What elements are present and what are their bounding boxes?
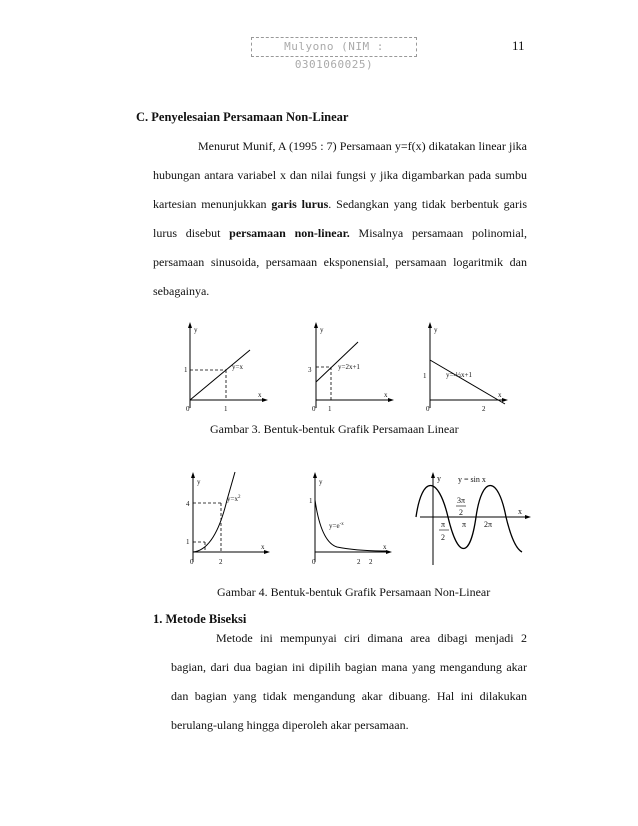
origin-label: 0 bbox=[312, 558, 316, 566]
curve-equation-label: $y=e^{-x}$ bbox=[329, 522, 344, 530]
y-axis-label: y bbox=[434, 326, 438, 334]
y-tick-high-label: 4 bbox=[186, 500, 190, 508]
origin-label: 0 bbox=[312, 405, 316, 413]
y-axis-label: y bbox=[197, 478, 201, 486]
graph-linear-y-eq-2x-plus-1 bbox=[296, 320, 396, 415]
bisection-paragraph-text: Metode ini mempunyai ciri dimana area dibagi menjadi 2 bagian, dari dua bagian ini dipilih bagian mana yang mengandung akar dan bagian yang tidak mengandung akar dibuang. Hal ini dilakukan berulang-ulang hingga diperoleh akar persamaan. bbox=[171, 631, 527, 732]
author-header-box: Mulyono (NIM : 0301060025) bbox=[251, 37, 417, 57]
x-axis-label: x bbox=[261, 543, 265, 551]
x-tick-label: 1 bbox=[224, 405, 228, 413]
y-axis-label: y bbox=[194, 326, 198, 334]
line-equation-label: y=-½x+1 bbox=[446, 371, 472, 379]
figure-4-caption: Gambar 4. Bentuk-bentuk Grafik Persamaan Non-Linear bbox=[217, 585, 491, 599]
page-number: 11 bbox=[512, 38, 525, 53]
origin-label: 0 bbox=[426, 405, 430, 413]
graph-linear-y-eq-x bbox=[170, 320, 270, 415]
x-tick-label-2: 2 bbox=[369, 558, 373, 566]
line-equation-label: y=x bbox=[232, 363, 243, 371]
x-axis-label: x bbox=[498, 391, 502, 399]
y-tick-label: 1 bbox=[309, 497, 313, 505]
x-tick-label-1: 2 bbox=[357, 558, 361, 566]
para-text-c: Misalnya persamaan polinomial, persamaan sinusoida, persamaan eksponensial, persamaan logaritmik dan sebagainya. bbox=[153, 226, 527, 298]
x-axis-label: x bbox=[518, 507, 522, 516]
line-equation-label: y=2x+1 bbox=[338, 363, 360, 371]
curve-equation-label: $y=x^2$ bbox=[227, 495, 241, 503]
x-axis-label: x bbox=[384, 391, 388, 399]
section-title: C. Penyelesaian Persamaan Non-Linear bbox=[136, 110, 349, 124]
y-axis-label: y bbox=[319, 478, 323, 486]
bisection-paragraph bbox=[171, 624, 527, 740]
graph-nonlinear-sine bbox=[418, 470, 533, 570]
x-tick-label: 2 bbox=[482, 405, 486, 413]
x-axis-label: x bbox=[258, 391, 262, 399]
y-tick-label: 1 bbox=[423, 372, 427, 380]
frac-pi-numerator: π bbox=[441, 520, 446, 529]
figure-3-caption: Gambar 3. Bentuk-bentuk Grafik Persamaan Linear bbox=[210, 422, 459, 436]
x-tick-label: 2 bbox=[219, 558, 223, 566]
para-text-a: Menurut Munif, A (1995 : 7) Persamaan y=f(x) dikatakan linear jika hubungan antara variabel x dan nilai fungsi y jika digambarkan pada sumbu kartesian menunjukkan bbox=[153, 139, 527, 211]
sine-title-label: y = sin x bbox=[458, 475, 486, 484]
tick-2pi-label: 2π bbox=[484, 520, 493, 529]
frac-3pi-numerator: 3π bbox=[457, 496, 466, 505]
subsection-title: 1. Metode Biseksi bbox=[153, 612, 247, 626]
y-axis-label: y bbox=[320, 326, 324, 334]
graph-linear-negative-slope bbox=[410, 320, 510, 415]
frac-pi-denominator: 2 bbox=[441, 533, 445, 542]
para-text-b: . Sedangkan yang tidak berbentuk garis lurus disebut bbox=[153, 197, 527, 240]
tick-pi-label: π bbox=[462, 520, 467, 529]
y-axis-label: y bbox=[437, 474, 441, 483]
origin-label: 0 bbox=[186, 405, 190, 413]
bold-term-non-linear: persamaan non-linear. bbox=[229, 226, 350, 240]
y-tick-label: 1 bbox=[184, 366, 188, 374]
bold-term-garis-lurus: garis lurus bbox=[271, 197, 329, 211]
y-tick-low-label: 1 bbox=[186, 538, 190, 546]
graph-nonlinear-parabola bbox=[175, 470, 275, 570]
x-axis-label: x bbox=[383, 543, 387, 551]
x-tick-label: 1 bbox=[328, 405, 332, 413]
frac-3pi-denominator: 2 bbox=[459, 508, 463, 517]
origin-label: 0 bbox=[190, 558, 194, 566]
graph-nonlinear-exponential bbox=[297, 470, 397, 570]
intro-paragraph bbox=[153, 132, 527, 306]
y-tick-label: 3 bbox=[308, 366, 312, 374]
